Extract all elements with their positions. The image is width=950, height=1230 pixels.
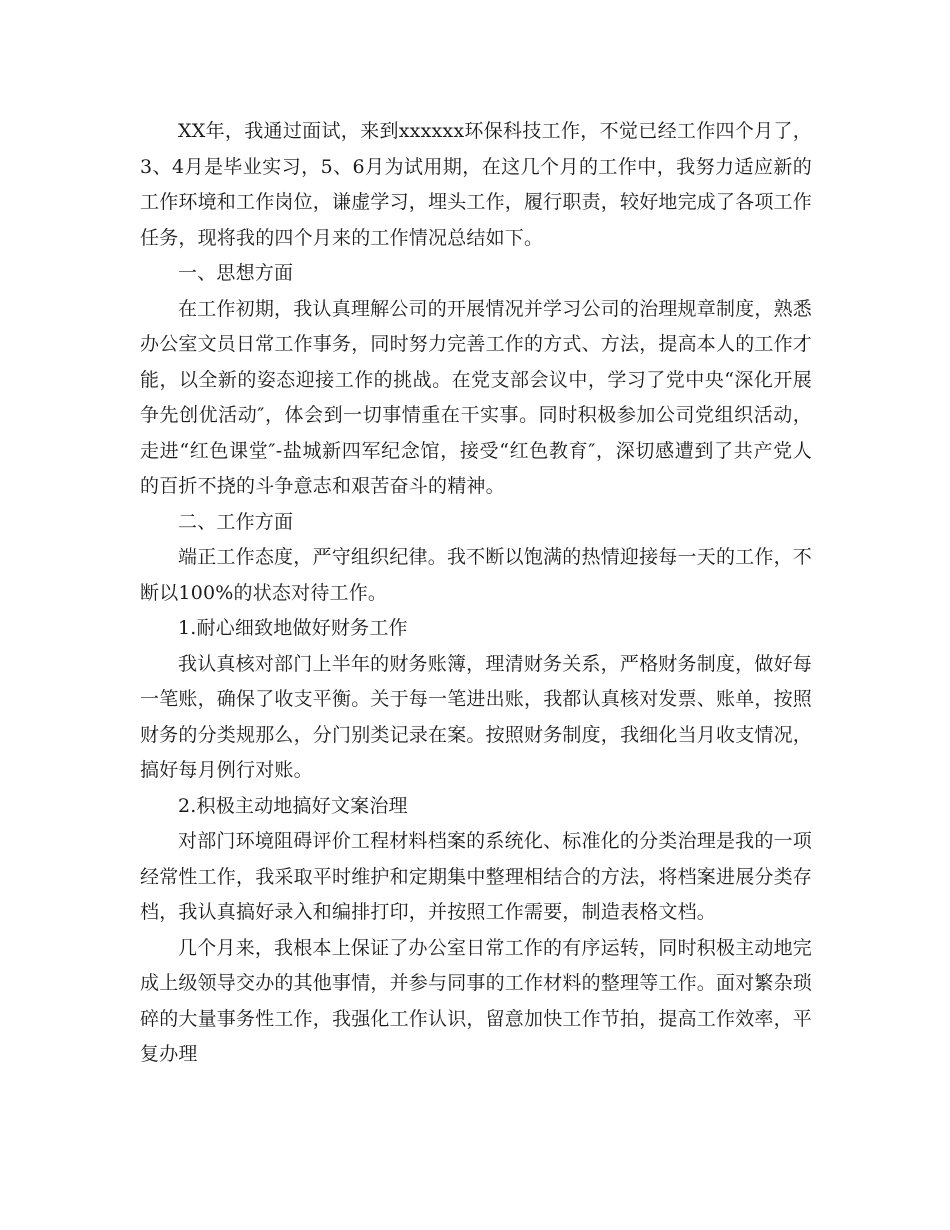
heading-work: 二、工作方面 (178, 510, 294, 533)
paragraph-finance: 我认真核对部门上半年的财务账簿，理清财务关系，严格财务制度，做好每一笔账，确保了收支平衡。关于每一笔进出账，我都认真核对发票、账单，按照财务的分类规那么，分门别类记录在案。按照财务制度，我细化当月收支情况，搞好每月例行对账。 (140, 652, 813, 781)
heading-thought: 一、思想方面 (178, 262, 294, 284)
paragraph-work-attitude: 端正工作态度，严守组织纪律。我不断以饱满的热情迎接每一天的工作，不断以100%的状态对待工作。 (140, 546, 812, 604)
paragraph-summary: 几个月来，我根本上保证了办公室日常工作的有序运转，同时积极主动地完成上级领导交办的其他事情，并参与同事的工作材料的整理等工作。面对繁杂琐碎的大量事务性工作，我强化工作认识，留意加快工作节拍，提高工作效率，平复办理 (140, 936, 813, 1065)
document-page (140, 114, 812, 1073)
heading-finance: 1.耐心细致地做好财务工作 (178, 617, 408, 639)
paragraph-intro: XX年，我通过面试，来到xxxxxx环保科技工作，不觉已经工作四个月了，3、4月是毕业实习，5、6月为试用期，在这几个月的工作中，我努力适应新的工作环境和工作岗位，谦虚学习，埋头工作，履行职责，较好地完成了各项工作任务，现将我的四个月来的工作情况总结如下。 (140, 120, 813, 249)
paragraph-thought: 在工作初期，我认真理解公司的开展情况并学习公司的治理规章制度，熟悉办公室文员日常工作事务，同时努力完善工作的方式、方法，提高本人的工作才能，以全新的姿态迎接工作的挑战。在党支部会议中，学习了党中央“深化开展争先创优活动″，体会到一切事情重在干实事。同时积极参加公司党组织活动，走进“红色课堂″-盐城新四军纪念馆，接受“红色教育″，深切感遭到了共产党人的百折不挠的斗争意志和艰苦奋斗的精神。 (140, 297, 813, 497)
paragraph-documents: 对部门环境阻碍评价工程材料档案的系统化、标准化的分类治理是我的一项经常性工作，我采取平时维护和定期集中整理相结合的方法，将档案进展分类存档，我认真搞好录入和编排打印，并按照工作需要，制造表格文档。 (140, 830, 813, 923)
heading-documents: 2.积极主动地搞好文案治理 (178, 794, 408, 817)
